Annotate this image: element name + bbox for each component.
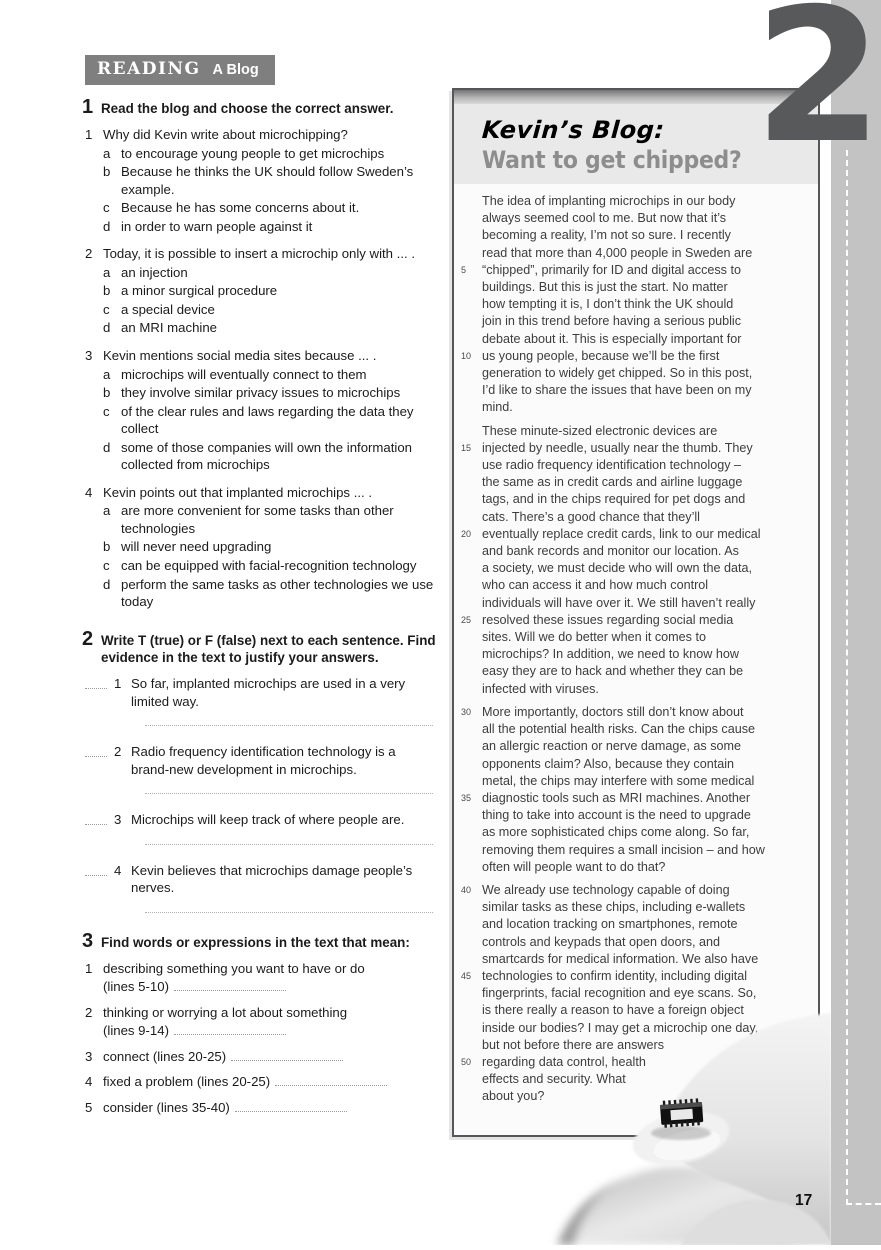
option-text: will never need upgrading — [121, 539, 272, 555]
line-number — [454, 210, 482, 227]
option-letter: b — [103, 164, 111, 180]
question-text-row — [85, 245, 437, 263]
line-number — [454, 491, 482, 508]
blog-line — [454, 773, 818, 790]
line-number — [454, 859, 482, 876]
section-topic: A Blog — [212, 62, 259, 78]
line-number — [454, 193, 482, 210]
item-number: 1 — [114, 676, 122, 692]
blog-line-text: an allergic reaction or nerve damage, as some — [482, 739, 742, 754]
blog-line — [454, 296, 818, 313]
statement-text: So far, implanted microchips are used in a very limited way. — [131, 676, 406, 709]
statement-row — [85, 743, 437, 778]
blog-panel — [452, 88, 820, 1137]
blog-line-text: resolved these issues regarding social media — [482, 612, 734, 627]
line-number — [454, 382, 482, 399]
blog-line-text: read that more than 4,000 people in Sweden are — [482, 245, 753, 260]
blog-line — [454, 440, 818, 457]
blog-line-text: metal, the chips may interfere with some medical — [482, 773, 755, 788]
vocabulary-item — [85, 1073, 437, 1091]
option-text: microchips will eventually connect to them — [121, 366, 367, 382]
blog-line — [454, 474, 818, 491]
option — [103, 403, 437, 438]
blog-line-text: controls and keypads that open doors, and — [482, 934, 721, 949]
answer-blank — [231, 1049, 343, 1061]
blog-line-text: The idea of implanting microchips in our body — [482, 194, 736, 208]
multiple-choice-questions — [85, 126, 437, 611]
option-text: can be equipped with facial-recognition technology — [121, 558, 417, 574]
question-text: Kevin points out that implanted microchips ... . — [103, 484, 373, 500]
option — [103, 199, 437, 217]
option-text: to encourage young people to get microchips — [121, 145, 385, 161]
true-false-item — [85, 862, 437, 913]
line-number — [454, 951, 482, 968]
blog-line-text: More importantly, doctors still don’t know about — [482, 704, 744, 719]
vocabulary-item — [85, 1048, 437, 1066]
option-text: perform the same tasks as other technologies we use today — [121, 576, 434, 610]
evidence-line — [145, 912, 433, 913]
option-text: Because he thinks the UK should follow Sweden’s example. — [121, 164, 414, 197]
exercise-number: 1 — [82, 96, 94, 118]
option-letter: d — [103, 320, 111, 336]
exercise-instruction: Write T (true) or F (false) next to each sentence. Find evidence in the text to justify your answers. — [101, 632, 436, 666]
statement-row — [85, 675, 437, 710]
blog-line-text: all the potential health risks. Can the chips cause — [482, 722, 756, 737]
blog-line — [454, 543, 818, 560]
question-text: Today, it is possible to insert a microchip only with ... . — [103, 246, 415, 262]
statement-text: Microchips will keep track of where people are. — [131, 812, 405, 828]
line-number — [454, 296, 482, 313]
exercise-3-header — [82, 929, 437, 952]
blog-line — [454, 348, 818, 365]
blog-line — [454, 526, 818, 543]
line-number — [454, 934, 482, 951]
blog-line-text: becoming a reality, I’m not so sure. I recently — [482, 228, 731, 243]
option-text: a minor surgical procedure — [121, 283, 278, 299]
line-number: 10 — [461, 350, 472, 361]
true-false-item — [85, 811, 437, 845]
exercises-column — [82, 55, 437, 1135]
blog-line-text: injected by needle, usually near the thumb. They — [482, 440, 753, 455]
blog-line-text: always seemed cool to me. But now that it’s — [482, 211, 727, 226]
line-number — [454, 423, 482, 440]
blog-line-text: smartcards for medical information. We also have — [482, 951, 759, 966]
blog-line — [454, 365, 818, 382]
lines-reference: (lines 20-25) — [197, 1074, 387, 1089]
line-number — [454, 646, 482, 663]
blog-line-text: eventually replace credit cards, link to our medical — [482, 526, 761, 541]
cut-line-horizontal — [846, 1203, 881, 1205]
option-letter: b — [103, 283, 111, 299]
question-number: 1 — [85, 127, 93, 142]
line-number — [454, 899, 482, 916]
blog-line — [454, 663, 818, 680]
option — [103, 218, 437, 236]
blog-line — [454, 612, 818, 629]
blog-paragraph — [454, 193, 818, 417]
blog-line-text: diagnostic tools such as MRI machines. Another — [482, 790, 751, 805]
blog-line-text: join in this trend before having a serious public — [482, 314, 742, 329]
line-number — [454, 807, 482, 824]
definition-text: thinking or worrying a lot about something (lines 9-14) — [103, 1004, 348, 1039]
exercise-number: 3 — [82, 929, 94, 952]
item-number: 2 — [114, 744, 122, 760]
option — [103, 264, 437, 282]
options — [103, 264, 437, 337]
lines-reference: (lines 5-10) — [103, 979, 286, 994]
blog-line — [454, 951, 818, 968]
blog-line — [454, 704, 818, 721]
blog-line-text: fingerprints, facial recognition and eye scans. So, — [482, 986, 757, 1001]
line-number: 50 — [461, 1056, 472, 1067]
option-letter: c — [103, 301, 110, 317]
fingertip-photo-graphic — [455, 995, 831, 1245]
question-text-row — [85, 484, 437, 502]
blog-line — [454, 721, 818, 738]
options — [103, 366, 437, 474]
question-text-row — [85, 126, 437, 144]
blog-line — [454, 313, 818, 330]
blog-line — [454, 577, 818, 594]
blog-subtitle: Want to get chipped? — [482, 147, 742, 175]
question-number: 4 — [85, 484, 93, 500]
question — [85, 484, 437, 611]
vocabulary-items — [85, 960, 437, 1117]
question-text-row — [85, 347, 437, 365]
blog-line — [454, 681, 818, 698]
option — [103, 538, 437, 556]
answer-blank — [174, 979, 286, 991]
option-letter: c — [103, 558, 110, 574]
blog-line — [454, 882, 818, 899]
evidence-line — [145, 844, 433, 845]
option-text: a special device — [121, 301, 215, 317]
exercise-instruction: Read the blog and choose the correct answer. — [101, 101, 394, 116]
option — [103, 301, 437, 319]
blog-line-text: tags, and in the chips required for pet dogs and — [482, 492, 746, 507]
line-number: 45 — [461, 970, 472, 981]
definition-text: fixed a problem (lines 20-25) — [103, 1073, 437, 1091]
blog-line — [454, 509, 818, 526]
option-text: an injection — [121, 264, 188, 280]
option — [103, 163, 437, 198]
blog-line — [454, 646, 818, 663]
tf-answer-blank — [85, 743, 107, 757]
cut-line-vertical — [846, 150, 848, 1205]
line-number: 25 — [461, 614, 472, 625]
line-number — [454, 577, 482, 594]
exercise-3 — [82, 929, 437, 1117]
line-number — [454, 663, 482, 680]
option — [103, 576, 437, 611]
item-number: 1 — [85, 960, 93, 976]
definition-text: describing something you want to have or do (lines 5-10) — [103, 960, 365, 995]
line-number — [454, 560, 482, 577]
lines-reference: (lines 9-14) — [103, 1023, 286, 1038]
blog-line — [454, 738, 818, 755]
question-text: Why did Kevin write about microchipping? — [103, 127, 348, 142]
blog-line-text: but not before there are answers — [482, 1037, 665, 1052]
vocabulary-item — [85, 1004, 437, 1041]
blog-line-text: removing them requires a small incision – and how — [482, 842, 765, 857]
statement-text: Kevin believes that microchips damage people’s nerves. — [131, 862, 413, 896]
blog-line — [454, 629, 818, 646]
exercise-instruction: Find words or expressions in the text that mean: — [101, 934, 410, 950]
evidence-line — [145, 725, 433, 726]
evidence-line — [145, 793, 433, 794]
item-number: 4 — [85, 1074, 93, 1090]
question-number: 2 — [85, 246, 93, 262]
blog-line-text: inside our bodies? I may get a microchip one day, — [482, 1020, 759, 1035]
blog-line-text: buildings. But this is just the start. No matter — [482, 280, 728, 295]
blog-line — [454, 382, 818, 399]
blog-line-text: We already use technology capable of doing — [482, 882, 730, 897]
blog-line-text: is there really a reason to have a foreign object — [482, 1003, 744, 1018]
blog-line-text: technologies to confirm identity, including digital — [482, 968, 748, 983]
definition-text: consider (lines 35-40) — [103, 1099, 437, 1117]
blog-line — [454, 210, 818, 227]
question-text: Kevin mentions social media sites because ... . — [103, 348, 377, 364]
blog-line — [454, 916, 818, 933]
line-number — [454, 543, 482, 560]
blog-line-text: individuals will have over it. We still haven’t really — [482, 595, 756, 610]
blog-line — [454, 491, 818, 508]
blog-line-text: the same as in credit cards and airline luggage — [482, 475, 743, 490]
option — [103, 557, 437, 575]
option-letter: d — [103, 439, 111, 455]
blog-line-text: effects and security. What — [482, 1072, 626, 1087]
blog-line — [454, 560, 818, 577]
blog-line — [454, 262, 818, 279]
line-number — [454, 245, 482, 262]
lines-reference: (lines 20-25) — [153, 1049, 343, 1064]
blog-line — [454, 457, 818, 474]
option — [103, 502, 437, 537]
line-number — [454, 629, 482, 646]
blog-line-text: infected with viruses. — [482, 681, 599, 696]
blog-line — [454, 859, 818, 876]
blog-line — [454, 227, 818, 244]
option-letter: d — [103, 218, 111, 234]
blog-line — [454, 824, 818, 841]
true-false-items — [85, 675, 437, 913]
statement-text: Radio frequency identification technology is a brand-new development in microchips. — [131, 744, 396, 777]
blog-line — [454, 193, 818, 210]
blog-line-text: similar tasks as these chips, including e-wallets — [482, 900, 746, 915]
line-number — [454, 474, 482, 491]
blog-line-text: who can access it and how much control — [482, 578, 709, 593]
page-number: 17 — [795, 1192, 813, 1209]
vocabulary-item — [85, 960, 437, 997]
question-number: 3 — [85, 348, 93, 364]
page-edge-strip — [831, 0, 881, 1245]
blog-line — [454, 399, 818, 416]
blog-line-text: cats. There’s a good chance that they’ll — [482, 509, 700, 524]
item-number: 4 — [114, 862, 122, 878]
exercise-number: 2 — [82, 627, 94, 650]
option-text: some of those companies will own the information collected from microchips — [121, 439, 413, 473]
option — [103, 282, 437, 300]
blog-line-text: microchips? In addition, we need to know how — [482, 647, 739, 662]
exercise-1 — [82, 96, 437, 611]
item-number: 5 — [85, 1099, 93, 1115]
line-number — [454, 824, 482, 841]
question — [85, 126, 437, 235]
line-number — [454, 227, 482, 244]
line-number — [454, 916, 482, 933]
options — [103, 145, 437, 236]
line-number — [454, 595, 482, 612]
option — [103, 145, 437, 163]
option-text: in order to warn people against it — [121, 218, 313, 234]
line-number — [454, 721, 482, 738]
blog-line — [454, 331, 818, 348]
answer-blank — [174, 1023, 286, 1035]
option-letter: b — [103, 539, 111, 555]
option-letter: a — [103, 264, 111, 280]
option — [103, 319, 437, 337]
option-letter: d — [103, 576, 111, 592]
option-letter: b — [103, 385, 111, 401]
option-text: of the clear rules and laws regarding the data they collect — [121, 403, 414, 437]
section-badge — [85, 55, 275, 85]
line-number: 30 — [461, 706, 472, 717]
option-text: an MRI machine — [121, 320, 218, 336]
chip-shadow — [651, 1126, 711, 1140]
option-letter: a — [103, 145, 111, 161]
statement-row — [85, 862, 437, 897]
line-number — [454, 365, 482, 382]
option-letter: a — [103, 503, 111, 519]
section-title: READING — [97, 59, 201, 79]
blog-line-text: often will people want to do that? — [482, 859, 666, 874]
blog-line-text: a society, we must decide who will own the data, — [482, 561, 752, 576]
tf-answer-blank — [85, 811, 107, 825]
exercise-2 — [82, 627, 437, 913]
option-text: Because he has some concerns about it. — [121, 200, 360, 216]
line-number — [454, 681, 482, 698]
tf-answer-blank — [85, 675, 107, 689]
blog-line — [454, 245, 818, 262]
exercise-2-header — [82, 627, 437, 667]
option — [103, 384, 437, 402]
true-false-item — [85, 675, 437, 726]
blog-line-text: and bank records and monitor our location. As — [482, 544, 739, 559]
line-number — [454, 399, 482, 416]
blog-line-text: These minute-sized electronic devices are — [482, 423, 718, 438]
blog-line-text: how tempting it is, I don’t think the UK should — [482, 297, 734, 312]
answer-blank — [235, 1100, 347, 1112]
option — [103, 439, 437, 474]
blog-line — [454, 842, 818, 859]
blog-line — [454, 807, 818, 824]
line-number — [454, 279, 482, 296]
line-number — [454, 457, 482, 474]
line-number: 20 — [461, 528, 472, 539]
answer-blank — [275, 1074, 387, 1086]
blog-line-text: sites. Will we do better when it comes to — [482, 630, 706, 645]
line-number: 5 — [461, 264, 467, 275]
blog-line-text: I’d like to share the issues that have been on my — [482, 383, 752, 398]
option-text: are more convenient for some tasks than other technologies — [121, 503, 394, 536]
blog-body — [454, 184, 818, 1106]
item-number: 3 — [85, 1048, 93, 1064]
line-number: 40 — [461, 884, 472, 895]
blog-line — [454, 934, 818, 951]
blog-line-text: mind. — [482, 400, 513, 415]
blog-line-text: easy they are to hack and whether they can be — [482, 664, 744, 679]
true-false-item — [85, 743, 437, 794]
line-number: 15 — [461, 442, 472, 453]
blog-line-text: thing to take into account is the need to upgrade — [482, 808, 751, 823]
vocabulary-item — [85, 1099, 437, 1117]
blog-line-text: regarding data control, health — [482, 1054, 646, 1069]
line-number — [454, 331, 482, 348]
option-letter: a — [103, 366, 111, 382]
question — [85, 245, 437, 337]
blog-line — [454, 279, 818, 296]
statement-row — [85, 811, 437, 829]
blog-title: Kevin’s Blog: — [481, 116, 666, 144]
blog-line — [454, 790, 818, 807]
blog-line-text: about you? — [482, 1089, 545, 1104]
blog-line — [454, 756, 818, 773]
blog-line — [454, 423, 818, 440]
line-number — [454, 842, 482, 859]
tf-answer-blank — [85, 862, 107, 876]
unit-number: 2 — [754, 0, 879, 184]
blog-line-text: “chipped”, primarily for ID and digital access to — [482, 262, 741, 277]
blog-line-text: use radio frequency identification technology – — [482, 458, 742, 473]
question — [85, 347, 437, 474]
line-number — [454, 756, 482, 773]
exercise-1-header — [82, 96, 437, 118]
options — [103, 502, 437, 610]
blog-paragraph — [454, 704, 818, 876]
lines-reference: (lines 35-40) — [157, 1100, 347, 1115]
line-number — [454, 313, 482, 330]
fingertip-photo — [455, 995, 831, 1245]
blog-line-text: debate about it. This is especially important for — [482, 331, 742, 346]
option-letter: c — [103, 200, 110, 216]
option-letter: c — [103, 403, 110, 419]
blog-line-text: us young people, because we’ll be the first — [482, 348, 720, 363]
line-number: 35 — [461, 792, 472, 803]
blog-line-text: opponents claim? Also, because they contain — [482, 756, 735, 771]
line-number — [454, 773, 482, 790]
blog-line — [454, 968, 818, 985]
blog-line — [454, 899, 818, 916]
option — [103, 366, 437, 384]
blog-line-text: and location tracking on smartphones, remote — [482, 917, 738, 932]
item-number: 2 — [85, 1004, 93, 1020]
item-number: 3 — [114, 812, 122, 828]
blog-line — [454, 595, 818, 612]
line-number — [454, 738, 482, 755]
definition-text: connect (lines 20-25) — [103, 1048, 437, 1066]
option-text: they involve similar privacy issues to microchips — [121, 385, 401, 401]
blog-paragraph — [454, 423, 818, 698]
blog-line-text: generation to widely get chipped. So in this post, — [482, 366, 753, 381]
blog-line-text: as more sophisticated chips come along. So far, — [482, 825, 750, 840]
line-number — [454, 509, 482, 526]
